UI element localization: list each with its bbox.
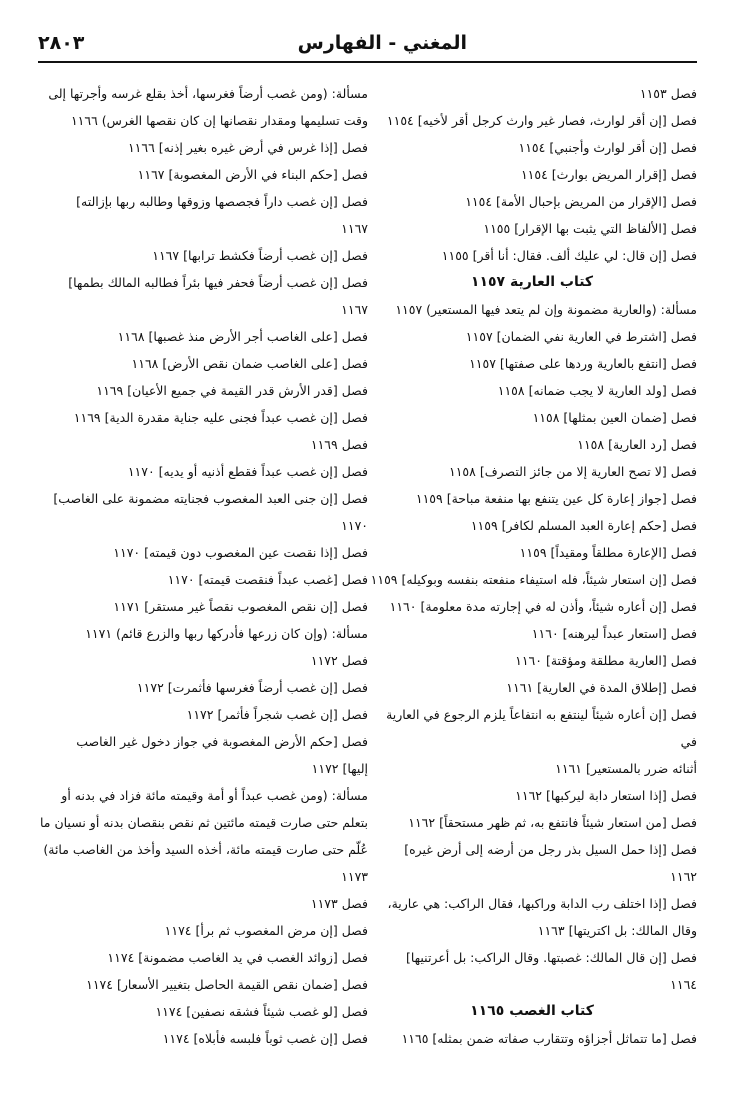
index-entry: فصل [إن أعاره شيئاً لينتفع به انتفاعاً يلزم الرجوع في العارية في — [386, 707, 697, 749]
index-entry: ١١٦٤ — [670, 977, 697, 992]
index-entry: فصل [جواز إعارة كل عين يتنفع بها منفعة مباحة] ١١٥٩ — [415, 491, 697, 506]
index-entry: فصل [لو غصب شيئاً فشقه نصفين] ١١٧٤ — [155, 1004, 368, 1019]
index-entry: فصل [اشترط في العارية نفي الضمان] ١١٥٧ — [465, 329, 697, 344]
index-entry: فصل [ولد العارية لا يجب ضمانه] ١١٥٨ — [497, 383, 697, 398]
index-entry: فصل ١١٥٣ — [639, 86, 697, 101]
index-entry: مسألة: (والعارية مضمونة وإن لم يتعد فيها المستعير) ١١٥٧ — [395, 302, 697, 317]
index-entry: أثنائه ضرر بالمستعير] ١١٦١ — [555, 761, 697, 776]
index-entry: فصل [العارية مطلقة ومؤقتة] ١١٦٠ — [515, 653, 697, 668]
index-entry: فصل [إذا استعار دابة ليركبها] ١١٦٢ — [515, 788, 697, 803]
index-entry: فصل [قدر الأرش قدر القيمة في جميع الأعيان] ١١٦٩ — [96, 383, 368, 398]
index-entry: فصل [إذا نقصت عين المغصوب دون قيمته] ١١٧٠ — [113, 545, 368, 560]
index-entry: ١١٧٠ — [341, 518, 368, 533]
index-entry: فصل [إن غصب عبداً فقطع أذنيه أو يديه] ١١٧٠ — [127, 464, 368, 479]
index-entry: فصل [حكم الأرض المغصوبة في جواز دخول غير الغاصب — [76, 734, 368, 749]
index-entry: فصل [إن غصب عبداً فجنى عليه جناية مقدرة الدية] ١١٦٩ — [73, 410, 368, 425]
page-title: المغني - الفهارس — [297, 32, 467, 54]
index-entry: ١١٦٧ — [341, 221, 368, 236]
index-entry: فصل [إن أقر لوارث، فصار غير وارث كرجل أقر لأخيه] ١١٥٤ — [386, 113, 697, 128]
index-entry: فصل ١١٧٢ — [310, 653, 368, 668]
index-entry: بتعلم حتى صارت قيمته مائتين ثم نقص بنقصان بدنه أو نسيان ما — [39, 815, 368, 830]
index-entry: فصل [إذا غرس في أرض غيره بغير إذنه] ١١٦٦ — [127, 140, 368, 155]
index-entry: وقت تسليمها ومقدار نقصانها إن كان نقصها الغرس) ١١٦٦ — [70, 113, 368, 128]
index-entry: فصل [إن قال: لي عليك ألف. فقال: أنا أقر] ١١٥٥ — [441, 248, 697, 263]
index-entry: فصل [حكم إعارة العبد المسلم لكافر] ١١٥٩ — [470, 518, 697, 533]
index-entry: فصل [زوائد الغصب في يد الغاصب مضمونة] ١١٧٤ — [107, 950, 368, 965]
index-entry: فصل [إن غصب أرضاً فغرسها فأثمرت] ١١٧٢ — [136, 680, 368, 695]
index-entry: وقال المالك: بل اكتريتها] ١١٦٣ — [537, 923, 697, 938]
left-column — [38, 80, 368, 1052]
index-entry: فصل [لا تصح العارية إلا من جائز التصرف] ١١٥٨ — [448, 464, 697, 479]
index-entry: فصل [إن غصب شجراً فأثمر] ١١٧٢ — [186, 707, 368, 722]
index-entry: فصل [إذا حمل السيل بذر رجل من أرضه إلى أرض غيره] — [404, 842, 697, 857]
index-entry: فصل [الإعارة مطلقاً ومقيداً] ١١٥٩ — [519, 545, 697, 560]
index-entry: فصل [إن جنى العبد المغصوب فجنايته مضمونة على الغاصب] — [53, 491, 368, 506]
index-entry: ١١٦٧ — [341, 302, 368, 317]
index-entry: فصل [إن استعار شيئاً، فله استيفاء منفعته بنفسه وبوكيله] ١١٥٩ — [370, 572, 697, 587]
index-entry: فصل [إن أقر لوارث وأجنبي] ١١٥٤ — [518, 140, 697, 155]
index-entry: فصل [ضمان نقص القيمة الحاصل بتغيير الأسعار] ١١٧٤ — [86, 977, 368, 992]
index-entry: فصل [الألفاظ التي يثبت بها الإقرار] ١١٥٥ — [483, 221, 697, 236]
index-entry: فصل [ضمان العين بمثلها] ١١٥٨ — [532, 410, 697, 425]
right-column — [367, 80, 697, 1052]
index-entry: ١١٦٢ — [670, 869, 697, 884]
index-entry: فصل [إن قال المالك: غصبتها. وقال الراكب: بل أعرتنيها] — [405, 950, 697, 965]
index-entry: فصل [إن غصب أرضاً فكشط ترابها] ١١٦٧ — [152, 248, 368, 263]
index-entry: فصل [إن أعاره شيئاً، وأذن له في إجارته مدة معلومة] ١١٦٠ — [389, 599, 697, 614]
index-entry: فصل [إن غصب ثوباً فلبسه فأبلاه] ١١٧٤ — [162, 1031, 368, 1046]
index-entry: مسألة: (ومن غصب عبداً أو أمة وقيمته مائة فزاد في بدنه أو — [61, 788, 368, 803]
index-entry: فصل [غصب عبداً فنقصت قيمته] ١١٧٠ — [167, 572, 368, 587]
index-entry: فصل [على الغاصب أجر الأرض منذ غصبها] ١١٦٨ — [117, 329, 368, 344]
index-entry: فصل [انتفع بالعارية وردها على صفتها] ١١٥٧ — [469, 356, 697, 371]
index-entry: فصل [استعار عبداً ليرهنه] ١١٦٠ — [531, 626, 697, 641]
section-heading: كتاب العارية ١١٥٧ — [470, 274, 594, 290]
page-header — [38, 32, 697, 58]
index-entry: فصل [حكم البناء في الأرض المغصوبة] ١١٦٧ — [137, 167, 368, 182]
index-entry: فصل [رد العارية] ١١٥٨ — [577, 437, 697, 452]
index-entry: إليها] ١١٧٢ — [311, 761, 368, 776]
page-number: ٢٨٠٣ — [38, 32, 85, 54]
index-entry: فصل ١١٦٩ — [310, 437, 368, 452]
index-entry: فصل [إقرار المريض بوارث] ١١٥٤ — [520, 167, 697, 182]
index-entry: فصل [إطلاق المدة في العارية] ١١٦١ — [506, 680, 697, 695]
index-entry: عُلّم حتى صارت قيمته مائة، أخذه السيد وأخذ من الغاصب مائة) — [43, 842, 368, 857]
index-entry: فصل [الإقرار من المريض بإحبال الأمة] ١١٥٤ — [465, 194, 697, 209]
index-entry: ١١٧٣ — [341, 869, 368, 884]
index-entry: فصل [إن مرض المغصوب ثم برأ] ١١٧٤ — [164, 923, 368, 938]
index-entry: فصل [إن غصب داراً فجصصها وزوقها وطالبه ربها بإزالته] — [76, 194, 368, 209]
section-heading: كتاب الغصب ١١٦٥ — [470, 1003, 594, 1019]
header-divider — [38, 61, 697, 63]
index-entry: فصل [إن نقص المغصوب نقصاً غير مستقر] ١١٧١ — [113, 599, 368, 614]
index-entry: فصل ١١٧٣ — [310, 896, 368, 911]
index-entry: مسألة: (ومن غصب أرضاً فغرسها، أخذ بقلع غرسه وأجرتها إلى — [48, 86, 368, 101]
index-entry: فصل [على الغاصب ضمان نقص الأرض] ١١٦٨ — [131, 356, 368, 371]
index-entry: فصل [إن غصب أرضاً فحفر فيها بئراً فطالبه المالك بطمها] — [68, 275, 368, 290]
index-entry: فصل [إذا اختلف رب الدابة وراكبها، فقال الراكب: هي عارية، — [387, 896, 697, 911]
index-entry: فصل [ما تتماثل أجزاؤه وتتقارب صفاته ضمن بمثله] ١١٦٥ — [401, 1031, 697, 1046]
index-entry: فصل [من استعار شيئاً فانتفع به، ثم ظهر مستحقاً] ١١٦٢ — [408, 815, 697, 830]
index-entry: مسألة: (وإن كان زرعها فأدركها ربها والزرع قائم) ١١٧١ — [85, 626, 368, 641]
